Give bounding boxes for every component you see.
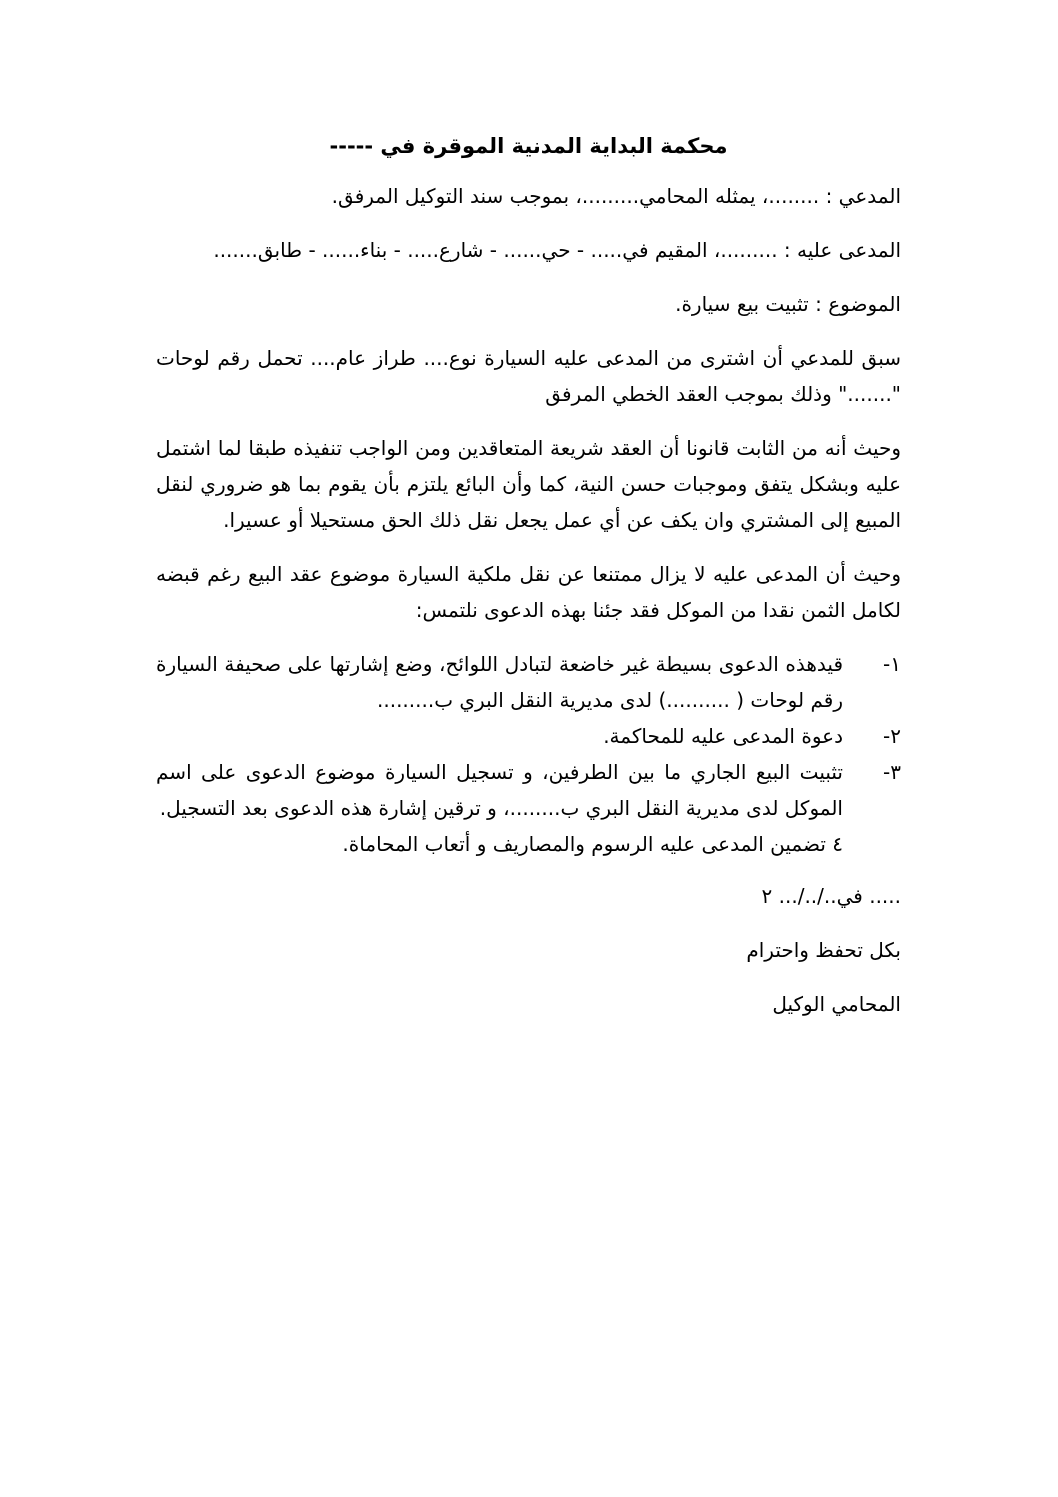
list-item	[156, 826, 901, 862]
requests-list	[156, 646, 901, 862]
list-item	[156, 718, 901, 754]
list-item-number: ١-	[883, 652, 901, 676]
defendant-line: المدعى عليه : .........، المقيم في..... - حي...... - شارع..... - بناء...... - طابق.......	[213, 238, 901, 262]
list-item-text: دعوة المدعى عليه للمحاكمة.	[603, 724, 843, 748]
date-line: ..... في../../... ٢	[761, 884, 901, 908]
list-item	[156, 646, 901, 718]
regards-line: بكل تحفظ واحترام	[746, 938, 901, 962]
facts-paragraph-2: وحيث أنه من الثابت قانونا أن العقد شريعة المتعاقدين ومن الواجب تنفيذه طبقا لما اشتمل عليه وبشكل يتفق وموجبات حسن النية، كما وأن البائع يلتزم بأن يقوم بما هو ضروري لنقل المبيع إلى المشتري وان يكف عن أي عمل يجعل نقل ذلك الحق مستحيلا أو عسيرا.	[156, 436, 901, 532]
page-title: محكمة البداية المدنية الموقرة في -----	[329, 134, 728, 158]
facts-paragraph-1: سبق للمدعي أن اشترى من المدعى عليه السيارة نوع.... طراز عام.... تحمل رقم لوحات "......." وذلك بموجب العقد الخطي المرفق	[156, 346, 901, 406]
facts-paragraph-3: وحيث أن المدعى عليه لا يزال ممتنعا عن نقل ملكية السيارة موضوع عقد البيع رغم قبضه لكامل الثمن نقدا من الموكل فقد جئنا بهذه الدعوى نلتمس:	[156, 562, 901, 622]
list-item-number: ٣-	[883, 760, 901, 784]
document-body	[156, 128, 901, 1040]
list-item-text: ٤ تضمين المدعى عليه الرسوم والمصاريف و أتعاب المحاماة.	[342, 832, 843, 856]
list-item	[156, 754, 901, 826]
plaintiff-line: المدعي : ........، يمثله المحامي.........، بموجب سند التوكيل المرفق.	[331, 184, 901, 208]
list-item-text: تثبيت البيع الجاري ما بين الطرفين، و تسجيل السيارة موضوع الدعوى على اسم الموكل لدى مديرية النقل البري ب........، و ترقين إشارة هذه الدعوى بعد التسجيل.	[156, 760, 843, 820]
subject-line: الموضوع : تثبيت بيع سيارة.	[675, 292, 901, 316]
signature-line: المحامي الوكيل	[772, 992, 901, 1016]
list-item-text: قيدهذه الدعوى بسيطة غير خاضعة لتبادل اللوائح، وضع إشارتها على صحيفة السيارة رقم لوحات ( ..........) لدى مديرية النقل البري ب.........	[156, 652, 843, 712]
list-item-number: ٢-	[883, 724, 901, 748]
